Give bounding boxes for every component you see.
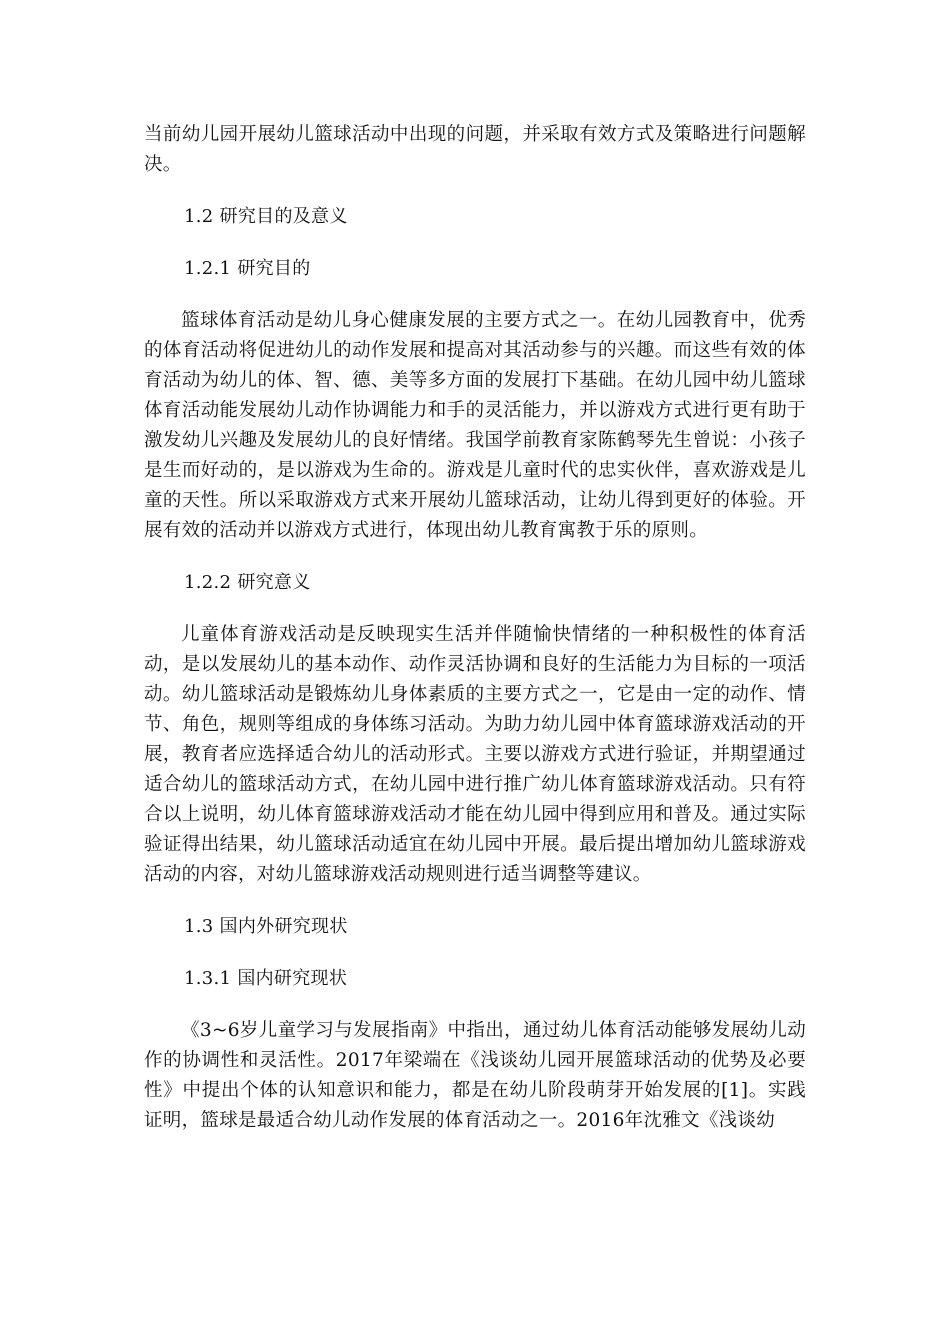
paragraph-research-purpose: 篮球体育活动是幼儿身心健康发展的主要方式之一。在幼儿园教育中，优秀的体育活动将促进幼儿的动作发展和提高对其活动参与的兴趣。而这些有效的体育活动为幼儿的体、智、德、美等多方面的发展打下基础。在幼儿园中幼儿篮球体育活动能发展幼儿动作协调能力和手的灵活能力，并以游戏方式进行更有助于激发幼儿兴趣及发展幼儿的良好情绪。我国学前教育家陈鹤琴先生曾说：小孩子是生而好动的，是以游戏为生命的。游戏是儿童时代的忠实伙伴，喜欢游戏是儿童的天性。所以采取游戏方式来开展幼儿篮球活动，让幼儿得到更好的体验。开展有效的活动并以游戏方式进行，体现出幼儿教育寓教于乐的原则。 xyxy=(144,310,806,541)
section-heading-1-2-1: 1.2.1 研究目的 xyxy=(184,258,311,279)
section-heading-1-3-1: 1.3.1 国内研究现状 xyxy=(184,968,348,989)
paragraph-domestic-research: 《3~6岁儿童学习与发展指南》中指出，通过幼儿体育活动能够发展幼儿动作的协调性和灵活性。2017年梁端在《浅谈幼儿园开展篮球活动的优势及必要性》中提出个体的认知意识和能力，都是在幼儿阶段萌芽开始发展的[1]。实践证明，篮球是最适合幼儿动作发展的体育活动之一。2016年沈雅文《浅谈幼 xyxy=(144,1020,806,1131)
section-heading-1-2-2: 1.2.2 研究意义 xyxy=(184,572,311,593)
section-heading-1-2: 1.2 研究目的及意义 xyxy=(184,206,348,227)
section-heading-1-3: 1.3 国内外研究现状 xyxy=(184,916,348,937)
paragraph-intro: 当前幼儿园开展幼儿篮球活动中出现的问题，并采取有效方式及策略进行问题解决。 xyxy=(144,124,806,175)
document-page xyxy=(144,120,806,1136)
paragraph-research-significance: 儿童体育游戏活动是反映现实生活并伴随愉快情绪的一种积极性的体育活动，是以发展幼儿的基本动作、动作灵活协调和良好的生活能力为目标的一项活动。幼儿篮球活动是锻炼幼儿身体素质的主要方式之一，它是由一定的动作、情节、角色，规则等组成的身体练习活动。为助力幼儿园中体育篮球游戏活动的开展，教育者应选择适合幼儿的活动形式。主要以游戏方式进行验证，并期望通过适合幼儿的篮球活动方式，在幼儿园中进行推广幼儿体育篮球游戏活动。只有符合以上说明，幼儿体育篮球游戏活动才能在幼儿园中得到应用和普及。通过实际验证得出结果，幼儿篮球活动适宜在幼儿园中开展。最后提出增加幼儿篮球游戏活动的内容，对幼儿篮球游戏活动规则进行适当调整等建议。 xyxy=(144,624,806,885)
